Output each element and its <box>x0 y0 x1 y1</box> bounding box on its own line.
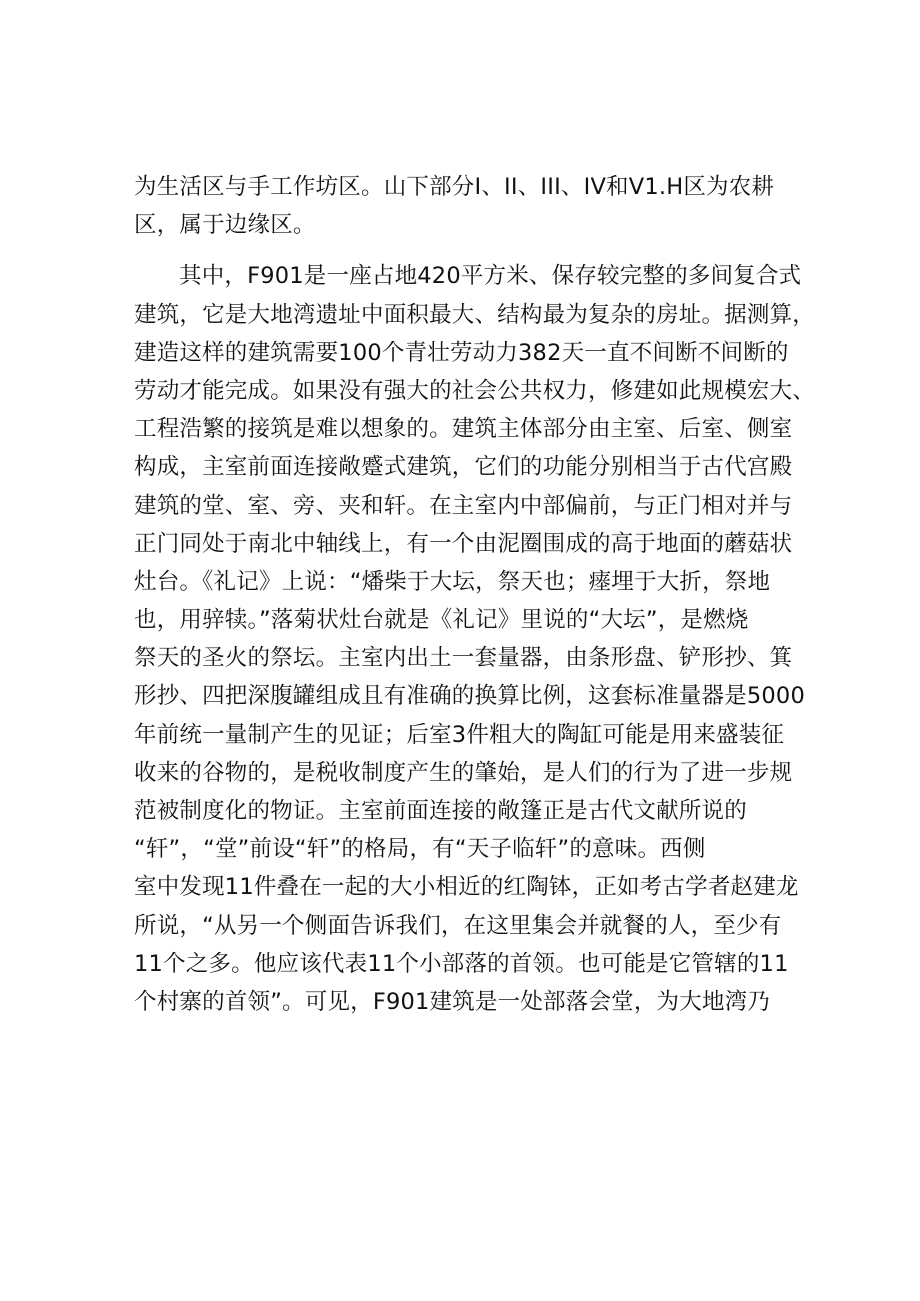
text-line: 所说，“从另一个侧面告诉我们，在这里集会并就餐的人，至少有 <box>134 912 782 939</box>
text-line: “轩”，“堂”前设“轩”的格局，有“天子临轩”的意味。西侧 <box>134 836 706 863</box>
text-line: 正门同处于南北中轴线上，有一个由泥圈围成的高于地面的蘑菇状 <box>134 530 793 557</box>
text-line: 工程浩繁的接筑是难以想象的。建筑主体部分由主室、后室、侧室 <box>134 416 793 443</box>
text-line: 收来的谷物的，是税收制度产生的肇始，是人们的行为了进一步规 <box>134 759 793 786</box>
text-line: 也，用骍犊。”落菊状灶台就是《礼记》里说的“大坛”，是燃烧 <box>134 607 749 634</box>
text-line: 形抄、四把深腹罐组成且有准确的换算比例，这套标准量器是5000 <box>134 683 805 710</box>
text-line: 建筑，它是大地湾遗址中面积最大、结构最为复杂的房址。据测算， <box>134 301 816 328</box>
document-body <box>134 168 816 1021</box>
text-line: 11个之多。他应该代表11个小部落的首领。也可能是它管辖的11 <box>134 950 789 977</box>
text-line: 室中发现11件叠在一起的大小相近的红陶钵，正如考古学者赵建龙 <box>134 874 799 901</box>
text-line: 祭天的圣火的祭坛。主室内出土一套量器，由条形盘、铲形抄、箕 <box>134 645 793 672</box>
text-line: 劳动才能完成。如果没有强大的社会公共权力，修建如此规模宏大、 <box>134 377 816 404</box>
text-line: 构成，主室前面连接敞蹙式建筑，它们的功能分别相当于古代宫殿 <box>134 454 793 481</box>
paragraph-2 <box>134 257 816 1021</box>
text-line: 年前统一量制产生的见证；后室3件粗大的陶缸可能是用来盛装征 <box>134 721 785 748</box>
text-line: 灶台。《礼记》上说：“燔柴于大坛，祭天也；瘗埋于大折，祭地 <box>134 568 771 595</box>
paragraph-1 <box>134 168 806 244</box>
text-line: 建筑的堂、室、旁、夹和轩。在主室内中部偏前，与正门相对并与 <box>134 492 793 519</box>
text-line: 为生活区与手工作坊区。山下部分I、II、III、IV和V1.H区为农耕 <box>134 174 775 200</box>
text-line: 范被制度化的物证。主室前面连接的敞篷正是古代文献所说的 <box>134 798 747 824</box>
text-line: 区，属于边缘区。 <box>134 212 316 239</box>
text-line: 其中，F901是一座占地420平方米、保存较完整的多间复合式 <box>179 263 802 290</box>
paragraph-gap <box>134 244 806 257</box>
text-line: 建造这样的建筑需要100个青壮劳动力382天一直不间断不间断的 <box>134 339 789 366</box>
text-line: 个村寨的首领”。可见，F901建筑是一处部落会堂，为大地湾乃 <box>134 988 771 1015</box>
